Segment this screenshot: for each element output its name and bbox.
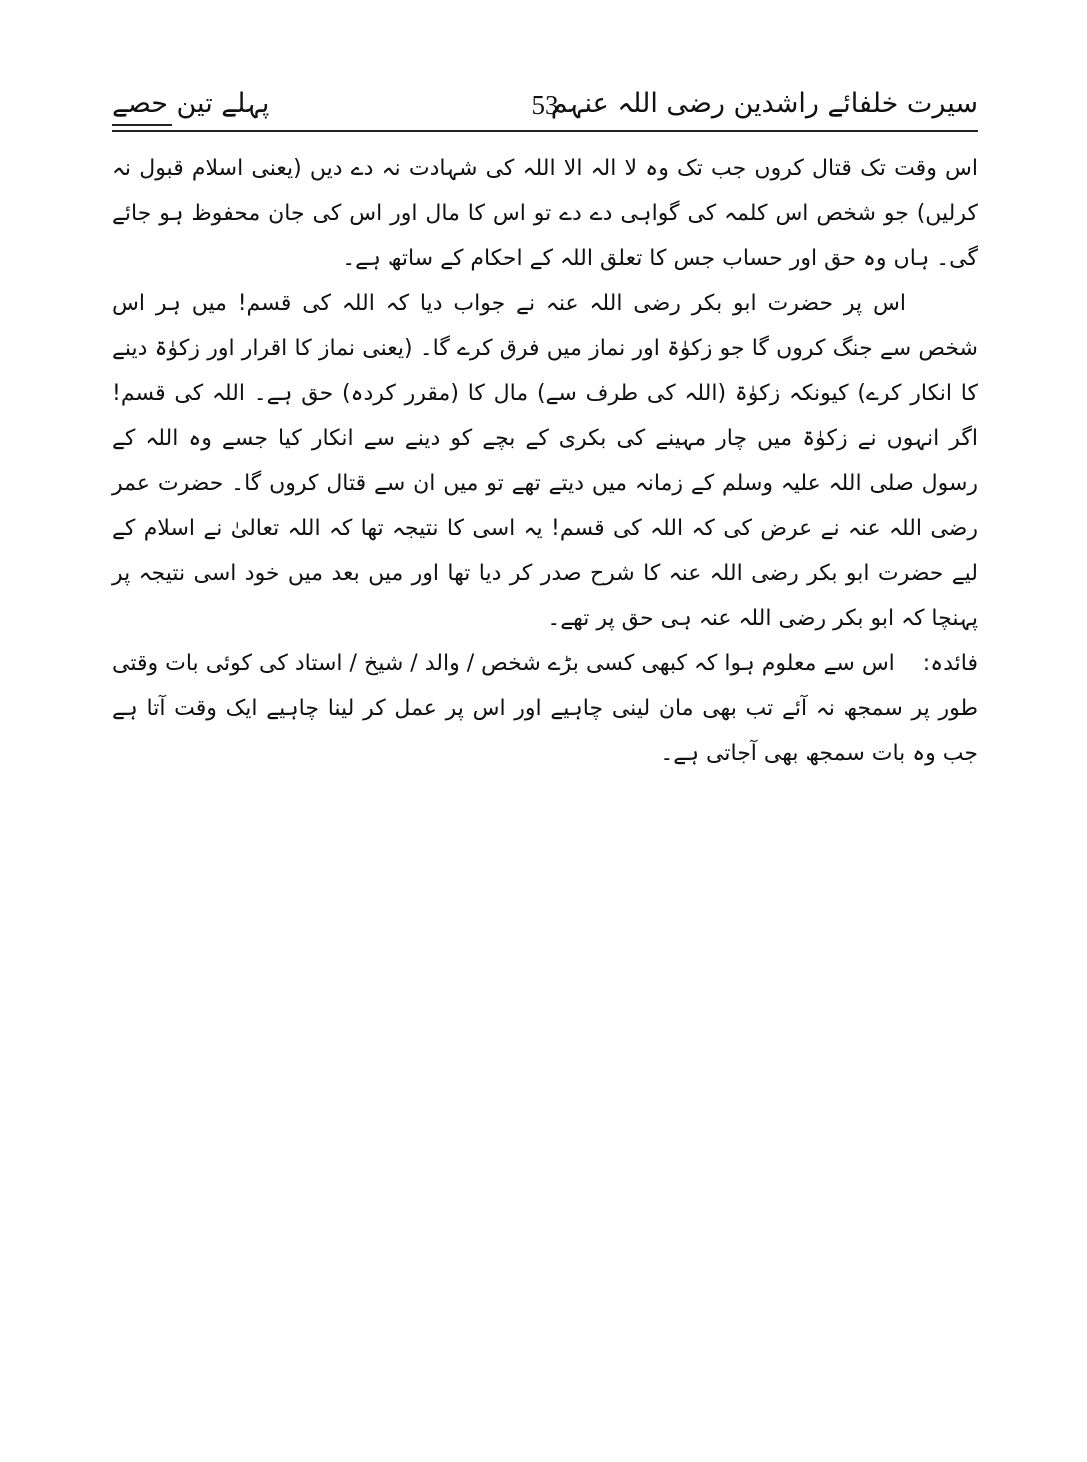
running-header: [112, 82, 978, 132]
header-divider: [112, 130, 978, 132]
benefit-label: فائدہ:: [922, 651, 978, 676]
benefit-text: اس سے معلوم ہوا کہ کبھی کسی بڑے شخص / والد / شیخ / استاد کی کوئی بات وقتی طور پر سمجھ نہ آئے تب بھی مان لینی چاہیے اور اس پر عمل کر لینا چاہیے ایک وقت آتا ہے جب وہ بات سمجھ بھی آجاتی ہے۔: [112, 651, 978, 766]
page-body: [112, 146, 978, 776]
paragraph-benefit: [112, 641, 978, 776]
header-underline-short: [112, 124, 172, 126]
section-title: پہلے تین حصے: [112, 88, 270, 119]
book-title: سیرت خلفائے راشدین رضی اللہ عنہم: [550, 88, 978, 119]
paragraph-abu-bakr-reply: اس پر حضرت ابو بکر رضی اللہ عنہ نے جواب دیا کہ اللہ کی قسم! میں ہر اس شخص سے جنگ کروں گا جو زکوٰۃ اور نماز میں فرق کرے گا۔ (یعنی نماز کا اقرار اور زکوٰۃ دینے کا انکار کرے) کیونکہ زکوٰۃ (اللہ کی طرف سے) مال کا (مقرر کردہ) حق ہے۔ اللہ کی قسم! اگر انہوں نے زکوٰۃ میں چار مہینے کی بکری کے بچے کو دینے سے انکار کیا جسے وہ اللہ کے رسول صلی اللہ علیہ وسلم کے زمانہ میں دیتے تھے تو میں ان سے قتال کروں گا۔ حضرت عمر رضی اللہ عنہ نے عرض کی کہ اللہ کی قسم! یہ اسی کا نتیجہ تھا کہ اللہ تعالیٰ نے اسلام کے لیے حضرت ابو بکر رضی اللہ عنہ کا شرح صدر کر دیا تھا اور میں بعد میں خود اسی نتیجہ پر پہنچا کہ ابو بکر رضی اللہ عنہ ہی حق پر تھے۔: [112, 291, 978, 631]
page-number: 53: [531, 90, 559, 120]
paragraph-continuation: اس وقت تک قتال کروں جب تک وہ لا الہ الا اللہ کی شہادت نہ دے دیں (یعنی اسلام قبول نہ کرلیں) جو شخص اس کلمہ کی گواہی دے دے تو اس کا مال اور اس کی جان محفوظ ہو جائے گی۔ ہاں وہ حق اور حساب جس کا تعلق اللہ کے احکام کے ساتھ ہے۔: [112, 156, 978, 271]
